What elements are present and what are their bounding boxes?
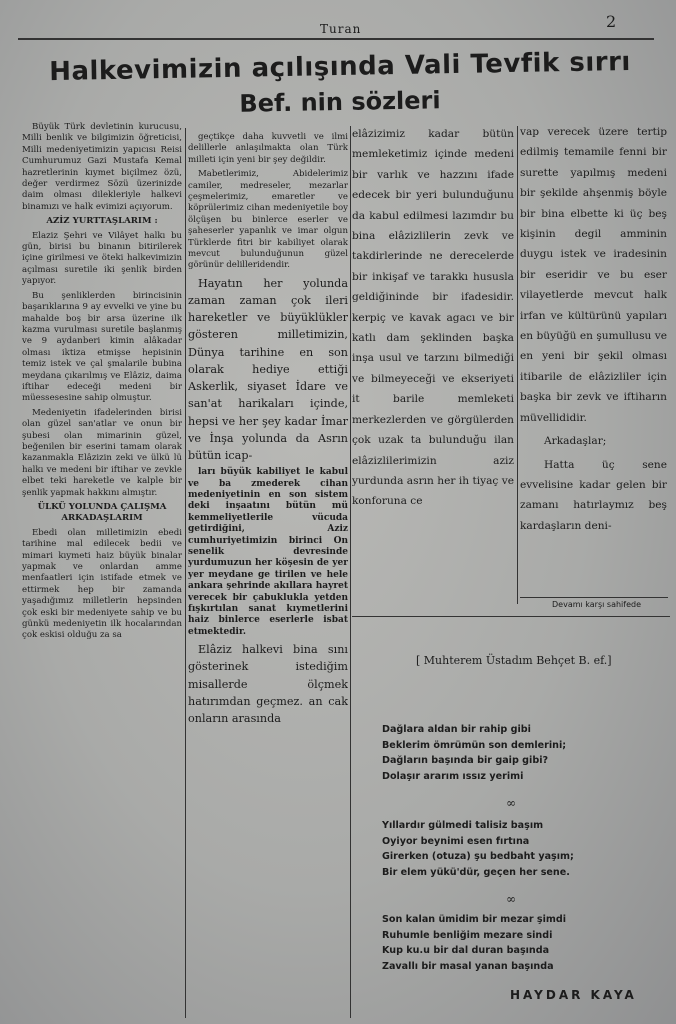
paragraph: geçtikçe daha kuvvetli ve ilmi delillerle anlaşılmakta olan Türk milleti için yeni bir şey değildir. bbox=[188, 132, 348, 165]
paragraph: Hatta üç sene evvelisine kadar gelen bir zamanı hatırlaymız beş kardaşların deni- bbox=[520, 458, 667, 532]
poem-dedication: [ Muhterem Üstadım Behçet B. ef.] bbox=[416, 654, 612, 667]
page-number: 2 bbox=[606, 12, 617, 31]
paragraph: Elaziz Şehri ve Vilâyet halkı bu gün, birisi bu binanın bitirilerek içine girilmesi ve öteki halkevimizin açılması suretile iki şenlik birden yapıyor. bbox=[22, 230, 182, 287]
paragraph: Hayatın her yolunda zaman zaman çok ileri hareketler ve büyüklükler gösteren milletimizin, Dünya tarihine en son olarak hediye ettiği Askerlik, siyaset İdare ve san'at harikaları içinde, hepsi ve her şey kadar İmar ve İnşa yolunda da Asrın bütün icap- bbox=[188, 276, 348, 462]
headline-line2: Bef. nin sözleri bbox=[239, 86, 441, 118]
poem-line: Dolaşır ararım ıssız yerimi bbox=[382, 770, 524, 782]
article-column-2 bbox=[188, 132, 348, 1017]
newspaper-name: Turan bbox=[320, 22, 362, 36]
article-column-1 bbox=[22, 122, 182, 1017]
poem-line: Yıllardır gülmedi talisiz başım bbox=[382, 820, 544, 831]
poem-line: Oyiyor beynimi esen fırtına bbox=[382, 835, 530, 847]
paragraph: Elâziz halkevi bina sını gösterinek istediğim misallerde ölçmek hatırımdan geçmez. an cak onların arasında bbox=[188, 643, 348, 726]
ornament-divider: ∞ bbox=[506, 796, 516, 810]
poem-line: Son kalan ümidim bir mezar şimdi bbox=[382, 914, 567, 925]
poem-line: Ruhumle benliğim mezare sindi bbox=[382, 929, 553, 941]
paragraph: vap verecek üzere tertip edilmiş temamile fenni bir surette yapılmış medeni bir şekilde ahşenmiş böyle bir bina elbette ki üç beş kişinin degil amminin duygu istek ve iradesinin bir eseridir ve bu eser vilayetlerde mevcut halk irfan ve kültürünü yapıları en büyüğü en şumullusu ve en yeni bir şekil olması itibarile de elâzizliler için başka bir zevk ve iftiharın müvellididir. bbox=[520, 126, 667, 424]
continued-rule bbox=[520, 597, 668, 598]
poem-section bbox=[354, 618, 670, 1018]
poem-stanza-3 bbox=[382, 912, 566, 974]
headline-line1: Halkevimizin açılışında Vali Tevfik sırrı bbox=[48, 46, 632, 88]
poem-author: HAYDAR KAYA bbox=[510, 988, 637, 1002]
column-divider bbox=[517, 126, 518, 604]
poem-stanza-2 bbox=[382, 818, 574, 880]
poem-line: Bir elem yükü'dür, geçen her sene. bbox=[382, 866, 570, 878]
paragraph: elâzizimiz kadar bütün memleketimiz içinde medeni bir varlık ve hazzını ifade edecek bir yeri bulunduğunu da kabul edilmesi lazımdır bu bina elâzizlilerin zevk ve takdirlerinde ne derecelerde bir inkişaf ve tarakkı hususla geldiğininde bir ifadesidir. kerpiç ve kavak agacı ve bir katlı dam şeklinden başka inşa usul ve tarzını bilmediği ve bilmeyeceği ve ekseriyeti it barile memleketi merkezlerden ve görgülerden çok uzak ta bulunduğu ilan elâzizlilerimizin aziz yurdunda asrın her ih tiyaç ve konforuna ce bbox=[352, 128, 514, 508]
poem-line: Dağlara aldan bir rahip gibi bbox=[382, 724, 531, 735]
paragraph: Büyük Türk devletinin kurucusu, Milli benlik ve bilgimizin öğreticisi, Milli medeniyetimizin yapıcısı Reisi Cumhurumuz Gazi Mustafa Kemal hazretlerinin kıymet biçilmez özü, değer verdirmez Sözü üzerinizde daim olması dilekleriyle halkevi binamızı ve halk evimizi açıyorum. bbox=[22, 122, 182, 212]
poem-line: Dağların başında bir gaip gibi? bbox=[382, 755, 549, 767]
paragraph: Arkadaşlar; bbox=[544, 435, 607, 448]
paragraph: Ebedi olan milletimizin ebedi tarihine mal edilecek bedii ve mimari kıymeti haiz büyük binalar yapmak ve onlardan amme menfaatleri için istifade etmek ve ettirmek hep bir zamanda yaşadığımız milletlerin hepsinden çok eski bir medeniyete sahip ve bu günkü medeniyetin ilk hocalarından çok eskisi olduğu za sa bbox=[22, 527, 182, 641]
paragraph: ları büyük kabiliyet le kabul ve ba zmederek cihan medeniyetinin en son sistem deki inşaatını bütün mü kemmeliyetlerile vücuda getirdiğini, Aziz cumhuriyetimizin birinci On senelik devresinde yurdumuzun her köşesin de yer yer meydane ge tirilen ve hele ankara şehrinde akıllara hayret verecek bir çabuklukla yetden fışkırtılan sanat kıymetlerini haiz binlerce eserlerle isbat etmektedir. bbox=[188, 467, 348, 637]
article-column-4 bbox=[520, 122, 667, 602]
poem-line: Girerken (otuza) şu bedbaht yaşım; bbox=[382, 851, 574, 863]
column-divider bbox=[350, 126, 351, 1018]
column-divider bbox=[185, 128, 186, 1018]
paragraph: Mabetlerimiz, Abidelerimiz camiler, medreseler, mezarlar çeşmelerimiz, emaretler ve köprülerimiz cihan medeniyetile boy ölçüşen bu binlerce eserler ve şaheserler yapanlık ve imar olgun Türklerde fitri bir kabiliyet olarak mevcut bulunduğunun güzel görünür delilleridendir. bbox=[188, 169, 348, 271]
subheading: AZİZ YURTTAŞLARIM : bbox=[46, 216, 158, 227]
ornament-divider: ∞ bbox=[506, 892, 516, 906]
poem-line: Zavallı bir masal yanan başında bbox=[382, 960, 554, 972]
subheading: ÜLKÜ YOLUNDA ÇALIŞMA ARKADAŞLARIM bbox=[37, 502, 167, 524]
header-rule bbox=[18, 38, 654, 40]
paragraph: Bu şenliklerden birincisinin başarıklarına 9 ay evvelki ve yine bu mahalde boş bir arsa üzerine ilk kazma vurulması suretile başlanmış ve 9 aydanberi kimin alâkadar olması iktiza etmişse hepisinin temiz istek ve çal şmalarile bubina meydana çıkarılmış ve Elâziz, daima iftihar edeceği medeni bir müessesesine sahip olmuştur. bbox=[22, 290, 182, 404]
section-rule bbox=[352, 616, 670, 617]
continued-note: Devamı karşı sahifede bbox=[552, 600, 641, 609]
poem-stanza-1 bbox=[382, 722, 566, 784]
paragraph: Medeniyetin ifadelerinden birisi olan güzel san'atlar ve onun bir şubesi olan mimarinin güzel, beğenilen bir eserini tamam olarak kazanmakla Elâzizin zeki ve ülkü lü halkı ve medeni bir iftihar ve zevkle elbet teki hareketle ve kalple bir şenlik yapmak hakkını almıştır. bbox=[22, 407, 182, 498]
article-column-3 bbox=[352, 124, 514, 602]
poem-line: Beklerim ömrümün son demlerini; bbox=[382, 739, 567, 751]
poem-line: Kup ku.u bir dal duran başında bbox=[382, 945, 550, 957]
